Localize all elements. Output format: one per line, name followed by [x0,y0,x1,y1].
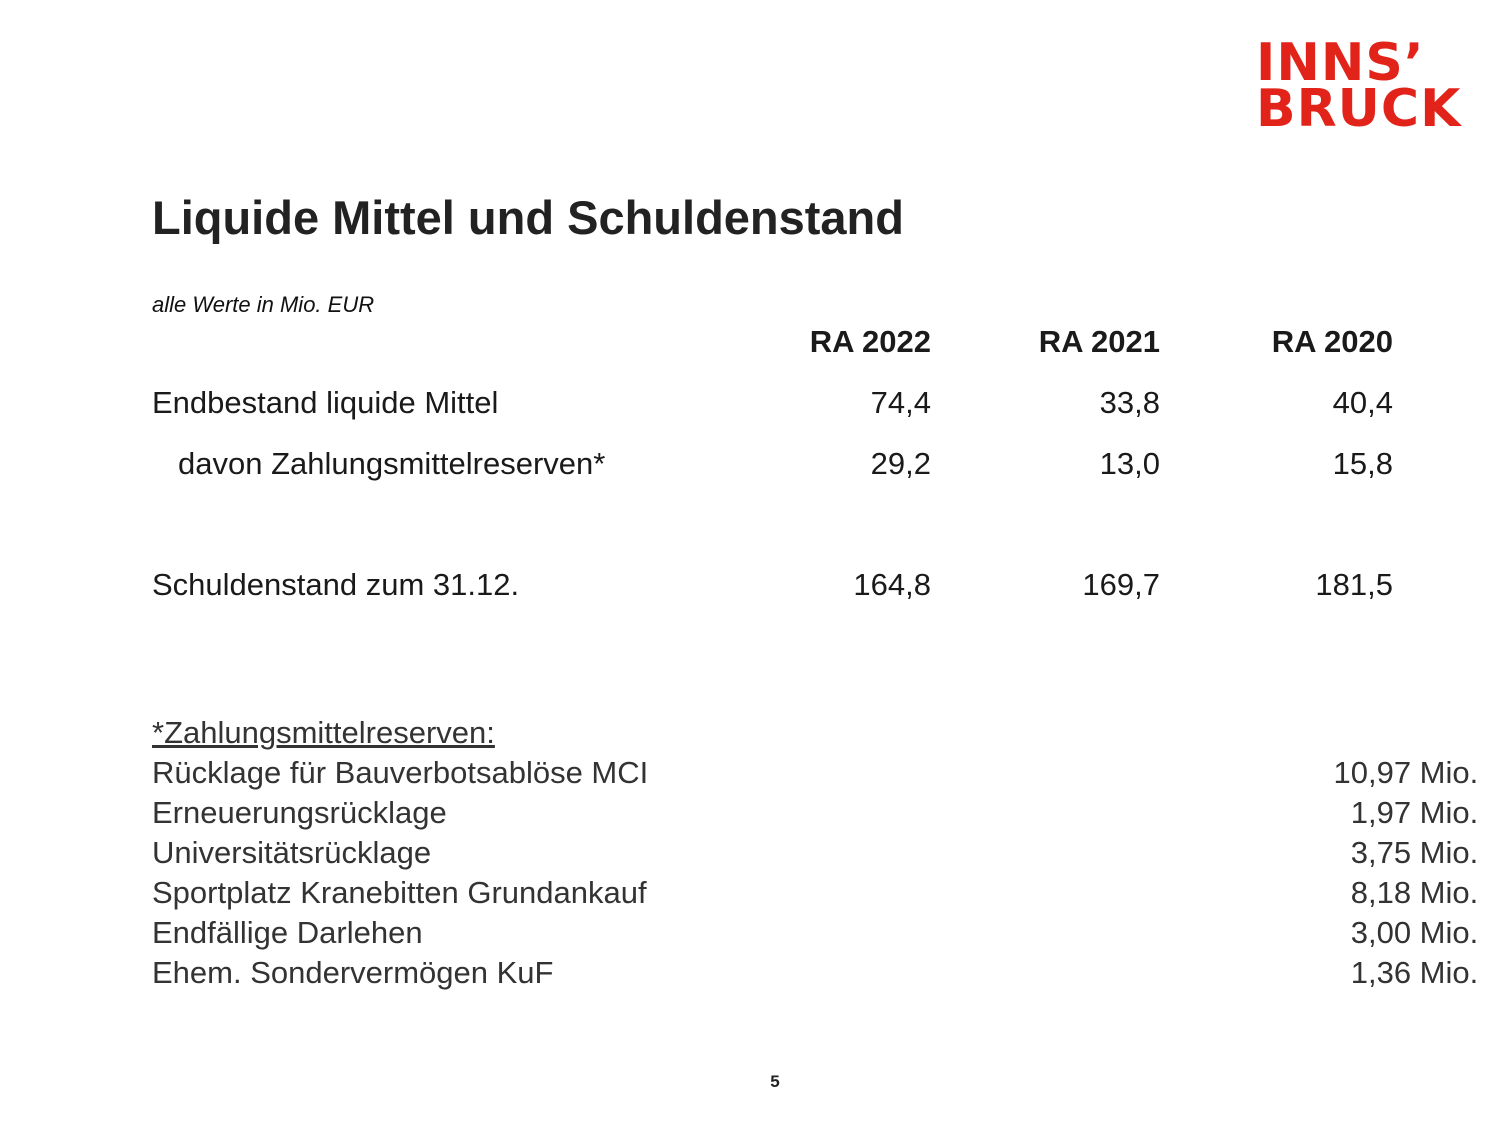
reserve-amount: 8,18 Mio. [1350,875,1479,910]
reserve-amount: 10,97 Mio. [1333,755,1479,790]
reserve-label: Endfällige Darlehen [152,915,423,950]
list-item [152,753,1479,793]
reserves-breakdown [152,713,1479,993]
reserves-heading: *Zahlungsmittelreserven: [152,715,495,750]
table-cell: 33,8 [1099,385,1160,420]
table-cell: 15,8 [1332,446,1393,481]
reserve-amount: 3,75 Mio. [1350,835,1479,870]
column-header-ra-2020: RA 2020 [1271,324,1393,359]
table-cell: 74,4 [870,385,931,420]
table-cell: 40,4 [1332,385,1393,420]
table-cell: 181,5 [1315,567,1393,602]
logo-line-1: INNS’ [1256,33,1425,93]
reserve-amount: 1,36 Mio. [1350,955,1479,990]
list-item [152,913,1479,953]
list-item [152,793,1479,833]
row-label-zahlungsmittelreserven: davon Zahlungsmittelreserven* [178,446,606,481]
table-cell: 164,8 [853,567,931,602]
table-cell: 13,0 [1099,446,1160,481]
table-cell: 169,7 [1082,567,1160,602]
innsbruck-logo [1256,33,1462,139]
page-title: Liquide Mittel und Schuldenstand [152,191,904,244]
reserve-label: Universitätsrücklage [152,835,432,870]
list-item [152,953,1479,993]
reserve-label: Ehem. Sondervermögen KuF [152,955,554,990]
list-item [152,873,1479,913]
column-header-ra-2021: RA 2021 [1038,324,1160,359]
reserve-label: Rücklage für Bauverbotsablöse MCI [152,755,649,790]
reserve-amount: 1,97 Mio. [1350,795,1479,830]
units-note: alle Werte in Mio. EUR [152,292,375,317]
list-item [152,833,1479,873]
reserve-label: Sportplatz Kranebitten Grundankauf [152,875,647,910]
page-number: 5 [770,1072,780,1091]
reserve-amount: 3,00 Mio. [1350,915,1479,950]
row-label-endbestand: Endbestand liquide Mittel [152,385,499,420]
table-cell: 29,2 [870,446,931,481]
reserve-label: Erneuerungsrücklage [152,795,447,830]
column-header-ra-2022: RA 2022 [809,324,931,359]
row-label-schuldenstand: Schuldenstand zum 31.12. [152,567,520,602]
logo-line-2: BRUCK [1256,79,1462,139]
